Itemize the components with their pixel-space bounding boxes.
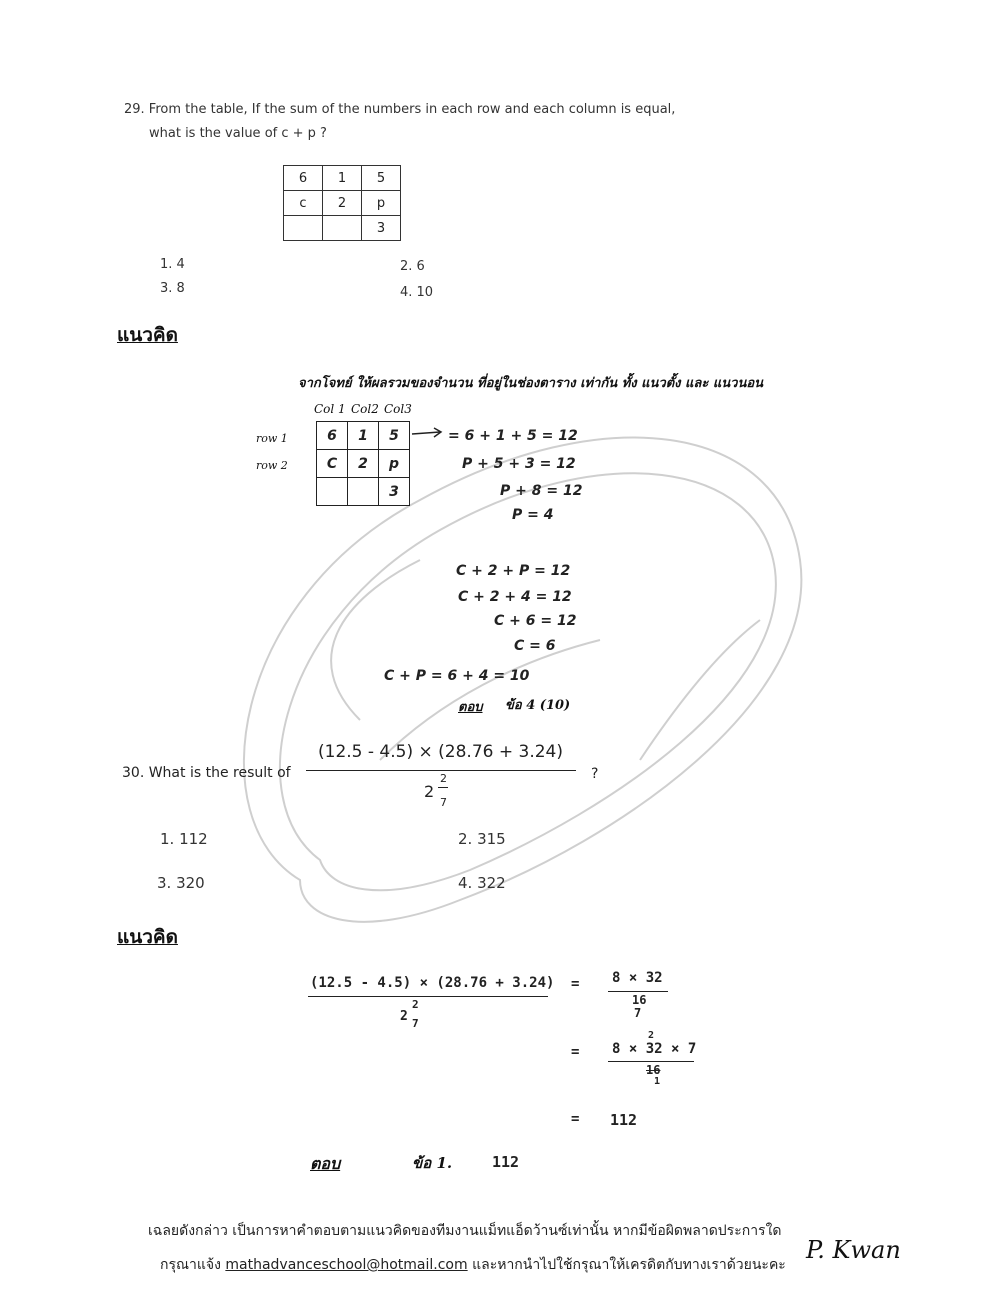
table-cell: p bbox=[362, 191, 401, 216]
table-cell: 5 bbox=[379, 422, 410, 450]
solution-30-step2-den-cancel: 1 bbox=[654, 1076, 661, 1087]
question-29-line2: what is the value of c + p ? bbox=[149, 126, 327, 141]
solution-30-den-num: 2 bbox=[412, 998, 419, 1011]
choice-29-4: 4. 10 bbox=[400, 285, 434, 300]
solution-29-line-5: C + 2 + P = 12 bbox=[456, 563, 571, 579]
question-29-line1: 29. From the table, If the sum of the numbers in each row and each column is equal, bbox=[124, 102, 676, 117]
solution-29-line-4: P = 4 bbox=[512, 507, 554, 523]
table-cell: 5 bbox=[362, 166, 401, 191]
table-cell: 3 bbox=[379, 478, 410, 506]
table-row bbox=[284, 166, 401, 191]
solution-29-line-6: C + 2 + 4 = 12 bbox=[458, 589, 572, 605]
solution-30-step2-num: 8 × 32 × 7 bbox=[612, 1041, 697, 1057]
table-cell bbox=[317, 478, 348, 506]
table-row bbox=[317, 422, 410, 450]
solution-30-step1-den2: 7 bbox=[634, 1006, 642, 1020]
solution-30-den-whole: 2 bbox=[400, 1009, 408, 1024]
solution-29-intro: จากโจทย์ ให้ผลรวมของจำนวน ที่อยู่ในช่องตาราง เท่ากัน ทั้ง แนวตั้ง และ แนวนอน bbox=[298, 376, 764, 391]
table-cell: 3 bbox=[362, 216, 401, 241]
table-row bbox=[317, 478, 410, 506]
question-29-table bbox=[283, 165, 401, 241]
question-30-den-whole: 2 bbox=[424, 782, 435, 801]
table-cell: 1 bbox=[323, 166, 362, 191]
footer-email-link[interactable]: mathadvanceschool@hotmail.com bbox=[225, 1257, 468, 1273]
solution-30-fraction-bar bbox=[308, 996, 548, 997]
solution-30-step2-den: 16 bbox=[646, 1063, 661, 1077]
table-cell bbox=[284, 216, 323, 241]
question-30-prefix: 30. What is the result of bbox=[122, 765, 291, 781]
question-30-suffix: ? bbox=[591, 766, 599, 782]
question-30-den-den: 7 bbox=[440, 796, 447, 809]
solution-30-step1-num: 8 × 32 bbox=[612, 970, 663, 986]
footer-line-2 bbox=[160, 1254, 786, 1276]
table-cell: p bbox=[379, 450, 410, 478]
question-30-numerator: (12.5 - 4.5) × (28.76 + 3.24) bbox=[318, 742, 563, 762]
solution-30-step1-den: 16 bbox=[632, 993, 647, 1007]
table-cell bbox=[348, 478, 379, 506]
table-row bbox=[284, 191, 401, 216]
table-cell: C bbox=[317, 450, 348, 478]
choice-29-2: 2. 6 bbox=[400, 259, 425, 274]
solution-29-line-8: C = 6 bbox=[514, 638, 556, 654]
choice-29-3: 3. 8 bbox=[160, 281, 185, 296]
footer-line-2-post: และหากนำไปใช้กรุณาให้เครดิตกับทางเราด้วยนะคะ bbox=[472, 1257, 786, 1273]
solution-30-numerator: (12.5 - 4.5) × (28.76 + 3.24) bbox=[310, 975, 555, 991]
heading-solution-30: แนวคิด bbox=[117, 926, 178, 948]
choice-30-2: 2. 315 bbox=[458, 830, 506, 848]
solution-30-eq-2: = bbox=[571, 1044, 580, 1060]
table-cell: 6 bbox=[284, 166, 323, 191]
solution-29-line-2: P + 5 + 3 = 12 bbox=[462, 456, 576, 472]
signature: P. Kwan bbox=[806, 1236, 901, 1264]
question-30-den-bar bbox=[438, 787, 448, 788]
table-cell: 2 bbox=[323, 191, 362, 216]
solution-30-step2-cancel: 2 bbox=[648, 1030, 655, 1041]
solution-30-step1-bar bbox=[608, 991, 668, 992]
solution-29-table bbox=[316, 421, 410, 506]
col-label-3: Col3 bbox=[384, 402, 412, 416]
solution-29-answer-value: ข้อ 4 (10) bbox=[505, 698, 571, 713]
col-label-2: Col2 bbox=[351, 402, 379, 416]
solution-30-answer-value: 112 bbox=[492, 1153, 520, 1171]
solution-30-answer-choice: ข้อ 1. bbox=[412, 1154, 453, 1172]
table-cell: c bbox=[284, 191, 323, 216]
footer-line-1: เฉลยดังกล่าว เป็นการหาคำตอบตามแนวคิดของทีมงานแม็ทแอ็ดว้านซ์เท่านั้น หากมีข้อผิดพลาดประการใด bbox=[148, 1223, 782, 1239]
solution-30-step2-bar bbox=[608, 1061, 694, 1062]
col-label-1: Col 1 bbox=[314, 402, 346, 416]
footer-line-2-pre: กรุณาแจ้ง bbox=[160, 1257, 221, 1273]
solution-29-line-1: = 6 + 1 + 5 = 12 bbox=[448, 428, 578, 444]
solution-30-eq-3: = bbox=[571, 1111, 580, 1127]
arrow-right-icon bbox=[410, 426, 446, 440]
choice-30-1: 1. 112 bbox=[160, 830, 208, 848]
choice-30-3: 3. 320 bbox=[157, 874, 205, 892]
table-cell: 6 bbox=[317, 422, 348, 450]
solution-30-den-den: 7 bbox=[412, 1017, 419, 1030]
question-30-fraction-bar bbox=[306, 770, 576, 771]
solution-29-line-3: P + 8 = 12 bbox=[500, 483, 583, 499]
table-cell: 1 bbox=[348, 422, 379, 450]
row-label-2: row 2 bbox=[256, 459, 288, 472]
choice-30-4: 4. 322 bbox=[458, 874, 506, 892]
solution-30-answer-label: ตอบ bbox=[310, 1154, 341, 1173]
solution-30-result: 112 bbox=[610, 1111, 638, 1129]
solution-29-line-9: C + P = 6 + 4 = 10 bbox=[384, 668, 530, 684]
heading-solution-29: แนวคิด bbox=[117, 324, 178, 346]
solution-29-line-7: C + 6 = 12 bbox=[494, 613, 577, 629]
solution-30-eq-1: = bbox=[571, 976, 580, 992]
table-cell bbox=[323, 216, 362, 241]
table-row bbox=[317, 450, 410, 478]
question-30-den-num: 2 bbox=[440, 772, 447, 785]
table-row bbox=[284, 216, 401, 241]
solution-29-answer-label: ตอบ bbox=[458, 700, 483, 715]
row-label-1: row 1 bbox=[256, 432, 288, 445]
choice-29-1: 1. 4 bbox=[160, 257, 185, 272]
table-cell: 2 bbox=[348, 450, 379, 478]
